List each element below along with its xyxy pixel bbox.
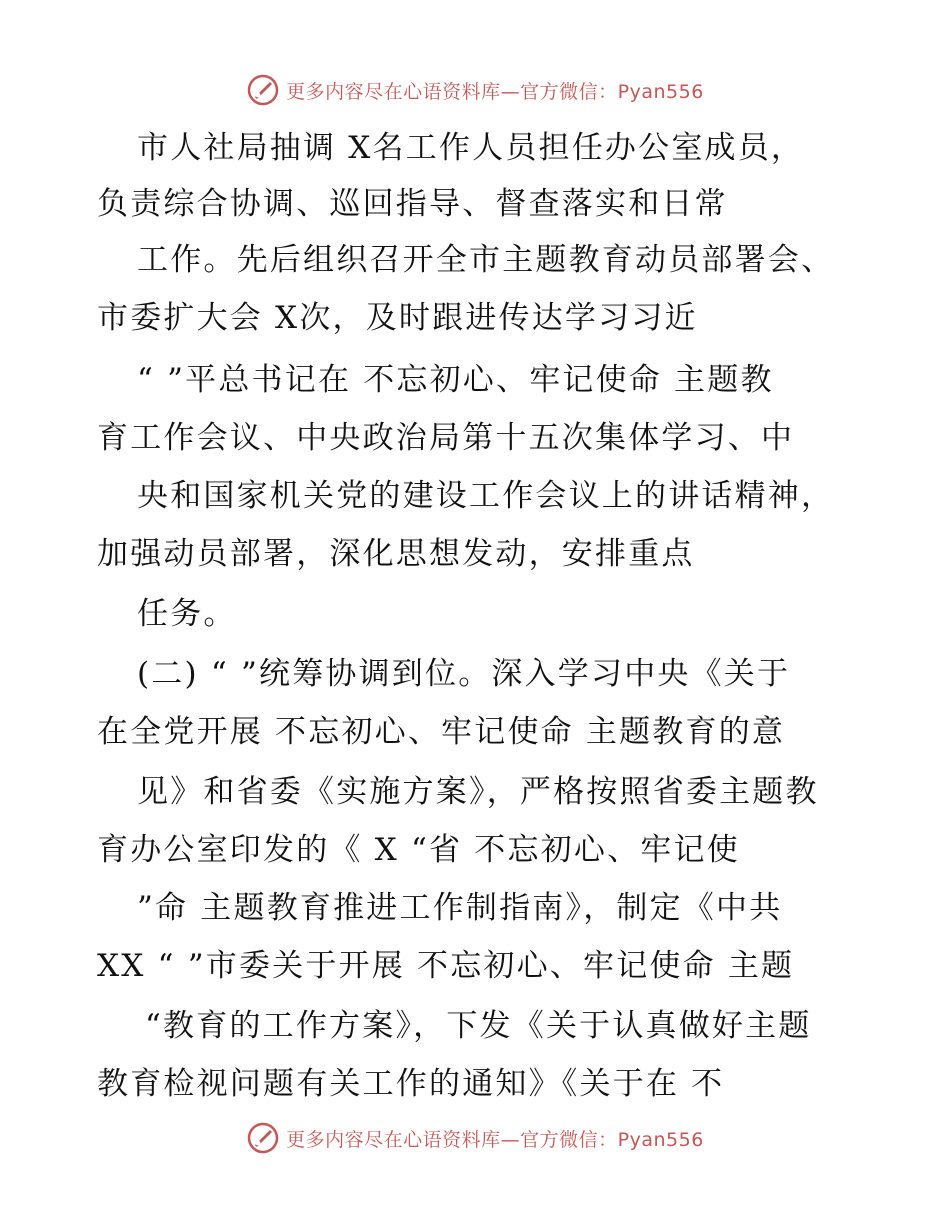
text-line: “教育的工作方案》，下发《关于认真做好主题 — [145, 1008, 812, 1044]
text-line: 育工作会议、中央政治局第十五次集体学习、中 — [97, 420, 795, 456]
watermark-footer — [0, 1118, 950, 1158]
text-line: 负责综合协调、巡回指导、督查落实和日常 — [97, 186, 728, 222]
text-line: 在全党开展 不忘初心、牢记使命 主题教育的意 — [97, 714, 786, 750]
text-line: 教育检视问题有关工作的通知》《关于在 不 — [97, 1066, 725, 1102]
text-line: XX “ ”市委关于开展 不忘初心、牢记使命 主题 — [97, 948, 795, 984]
text-line: 任务。 — [137, 596, 237, 632]
text-line: ”命 主题教育推进工作制指南》，制定《中共 — [137, 890, 783, 926]
text-line: 加强动员部署，深化思想发动，安排重点 — [97, 536, 695, 572]
watermark-handle: Pyan556 — [617, 80, 704, 103]
text-line: 市委扩大会 X次，及时跟进传达学习习近 — [97, 300, 698, 336]
watermark-label: 更多内容尽在心语资料库—官方微信： — [286, 1128, 618, 1151]
quill-seal-icon — [246, 1121, 280, 1155]
text-line: 见》和省委《实施方案》，严格按照省委主题教 — [137, 774, 819, 810]
watermark-label: 更多内容尽在心语资料库—官方微信： — [286, 80, 618, 103]
text-line: (二) “ ”统筹协调到位。深入学习中央《关于 — [137, 656, 791, 692]
watermark-handle: Pyan556 — [617, 1128, 704, 1151]
text-line: 市人社局抽调 X名工作人员担任办公室成员， — [137, 130, 805, 166]
text-line: 工作。先后组织召开全市主题教育动员部署会、 — [137, 242, 835, 278]
text-line: “ ”平总书记在 不忘初心、牢记使命 主题教 — [137, 362, 774, 398]
watermark-text — [286, 1125, 704, 1152]
text-line: 央和国家机关党的建设工作会议上的讲话精神， — [137, 478, 835, 514]
text-line: 育办公室印发的《 X “省 不忘初心、牢记使 — [97, 832, 740, 868]
